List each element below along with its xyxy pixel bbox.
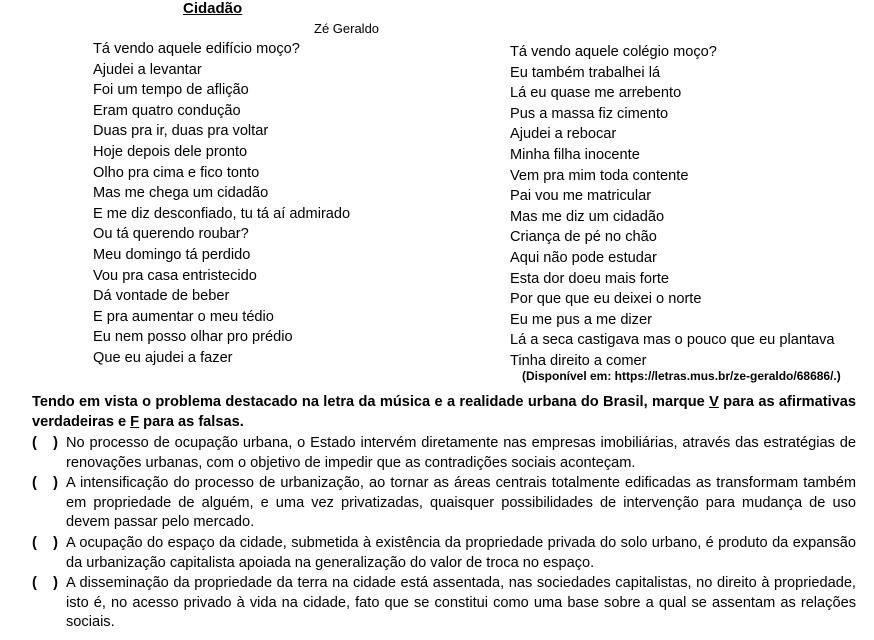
lyric-line: Dá vontade de beber [93, 288, 230, 305]
lyric-line: Meu domingo tá perdido [93, 246, 251, 263]
lyric-line: Tinha direito a comer [510, 352, 647, 369]
lyric-line: Aqui não pode estudar [510, 249, 657, 266]
statement-list [32, 434, 856, 634]
question-text: Tendo em vista o problema destacado na letra da música e a realidade urbana do Brasil, marque [32, 394, 710, 410]
answer-blank[interactable]: ( ) [32, 575, 58, 592]
statement-item [32, 574, 856, 633]
lyric-line: Que eu ajudei a fazer [93, 349, 233, 366]
statement-item [32, 434, 856, 473]
lyric-line: Vem pra mim toda contente [510, 167, 689, 184]
lyric-line: Duas pra ir, duas pra voltar [93, 123, 269, 140]
lyric-line: Minha filha inocente [510, 146, 640, 163]
lyric-line: Mas me chega um cidadão [93, 185, 269, 202]
lyric-line: Lá eu quase me arrebento [510, 85, 682, 102]
lyric-line: E me diz desconfiado, tu tá aí admirado [93, 205, 351, 222]
source-citation: (Disponível em: https://letras.mus.br/ze-geraldo/68686/.) [522, 369, 841, 383]
true-marker-letter: V [709, 394, 719, 410]
statement-text: A intensificação do processo de urbanização, ao tornar as áreas centrais totalmente edificadas as transformam também em propriedade de alguém, e uma vez privatizadas, quaisquer possibilidades de intervenção para mudança de uso devem passar pelo mercado. [66, 475, 856, 531]
lyric-line: Eu também trabalhei lá [510, 64, 661, 81]
question-text: para as afirmativas verdadeiras e [32, 394, 857, 430]
song-title: Cidadão [183, 0, 243, 17]
question-text: para as falsas. [139, 414, 244, 430]
lyric-line: Eu nem posso olhar pro prédio [93, 329, 293, 346]
lyric-line: Esta dor doeu mais forte [510, 270, 669, 287]
lyric-line: Olho pra cima e fico tonto [93, 164, 260, 181]
lyric-line: Eu me pus a me dizer [510, 311, 652, 328]
lyric-line: Ajudei a rebocar [510, 126, 617, 143]
statement-item [32, 474, 856, 533]
lyric-line: Pai vou me matricular [510, 188, 652, 205]
lyric-line: Mas me diz um cidadão [510, 208, 665, 225]
lyrics-left-column [93, 39, 350, 369]
false-marker-letter: F [130, 414, 140, 430]
lyric-line: Foi um tempo de aflição [93, 82, 249, 99]
lyric-line: Por que que eu deixei o norte [510, 291, 702, 308]
song-author: Zé Geraldo [314, 21, 380, 36]
lyric-line: Tá vendo aquele colégio moço? [510, 44, 717, 60]
lyric-line: Vou pra casa entristecido [93, 267, 257, 284]
statement-text: A disseminação da propriedade da terra na cidade está assentada, nas sociedades capitalistas, no direito à propriedade, isto é, no acesso privado à vida na cidade, fato que se constitui como uma base sobre a qual se assentam as relações sociais. [66, 575, 856, 631]
statement-text: A ocupação do espaço da cidade, submetida à existência da propriedade privada do solo urbano, é produto da expansão da urbanização capitalista apoiada na generalização do valor de troca no espaço. [66, 534, 856, 571]
lyric-line: Ou tá querendo roubar? [93, 226, 249, 243]
lyric-line: Ajudei a levantar [93, 61, 202, 78]
lyric-line: Eram quatro condução [93, 102, 241, 119]
statement-item [32, 534, 856, 573]
answer-blank[interactable]: ( ) [32, 534, 58, 551]
lyric-line: Lá a seca castigava mas o pouco que eu plantava [510, 332, 835, 349]
lyric-line: E pra aumentar o meu tédio [93, 308, 274, 325]
lyric-line: Hoje depois dele pronto [93, 143, 248, 160]
lyric-line: Tá vendo aquele edifício moço? [93, 41, 300, 57]
lyric-line: Criança de pé no chão [510, 229, 657, 246]
lyrics-right-column [510, 42, 835, 372]
question-prompt [32, 392, 856, 432]
answer-blank[interactable]: ( ) [32, 475, 58, 492]
answer-blank[interactable]: ( ) [32, 435, 58, 451]
statement-text: No processo de ocupação urbana, o Estado intervém diretamente nas empresas imobiliárias, através das estratégias de renovações urbanas, com o objetivo de impedir que as contradições sociais aconteçam. [66, 435, 856, 471]
lyric-line: Pus a massa fiz cimento [510, 105, 669, 122]
